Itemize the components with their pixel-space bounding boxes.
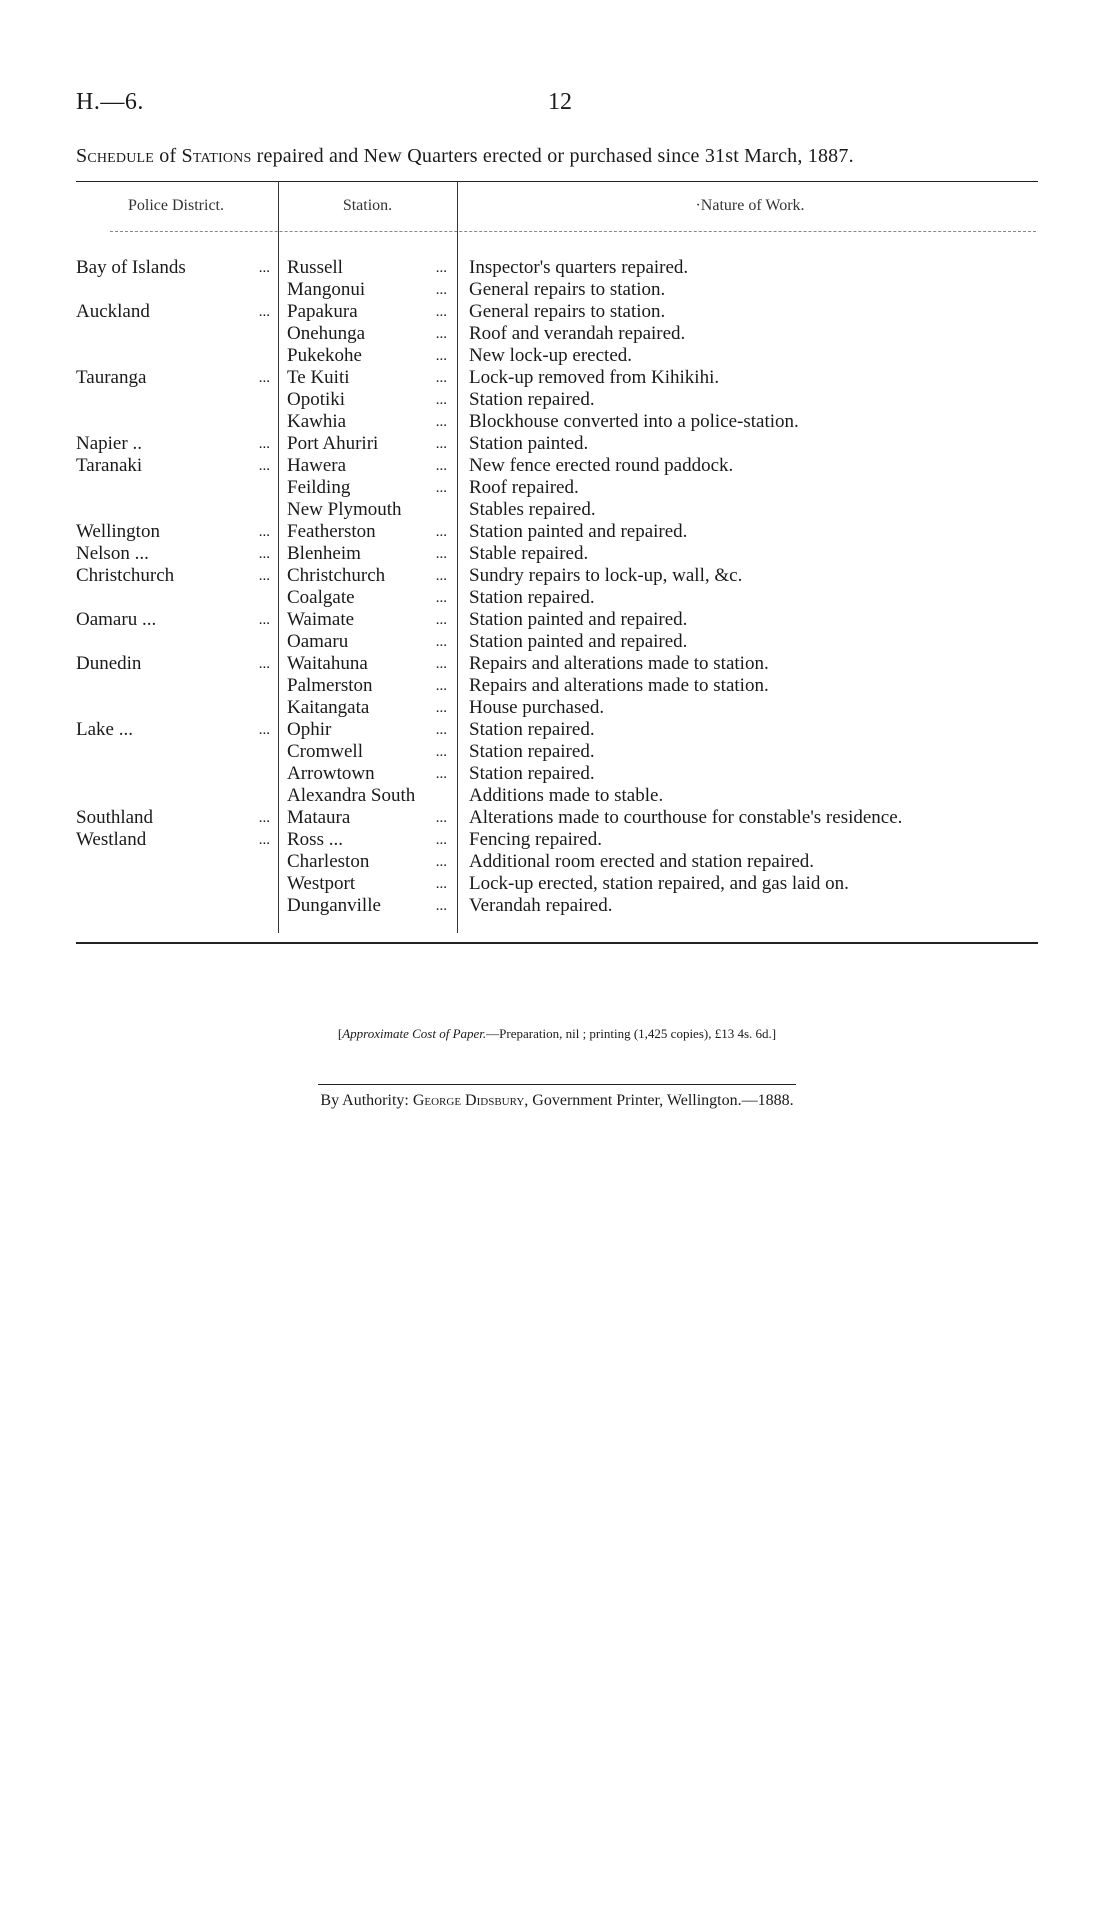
station-cell: Dunganville xyxy=(287,895,381,916)
cost-note-label: Approximate Cost of Paper. xyxy=(342,1026,487,1041)
cost-note: [Approximate Cost of Paper.—Preparation, nil ; printing (1,425 copies), £13 4s. 6d.] xyxy=(337,1026,777,1041)
schedule-title xyxy=(76,145,1046,168)
table-row xyxy=(0,389,1114,411)
district-cell: Auckland xyxy=(76,301,150,322)
nature-cell: General repairs to station. xyxy=(469,301,666,322)
station-leader-dots: ... xyxy=(435,370,447,386)
table-row xyxy=(0,257,1114,279)
cost-note-text: —Preparation, nil ; printing (1,425 copies), £13 4s. 6d. xyxy=(486,1026,772,1041)
nature-cell: Station repaired. xyxy=(469,719,595,740)
table-row xyxy=(0,521,1114,543)
station-leader-dots: ... xyxy=(435,590,447,606)
station-leader-dots: ... xyxy=(435,260,447,276)
station-leader-dots: ... xyxy=(435,810,447,826)
district-leader-dots: ... xyxy=(258,568,270,584)
district-cell: Tauranga xyxy=(76,367,147,388)
table-row xyxy=(0,609,1114,631)
district-leader-dots: ... xyxy=(258,612,270,628)
station-leader-dots: ... xyxy=(435,524,447,540)
header-divider xyxy=(110,231,1036,232)
nature-cell: New lock-up erected. xyxy=(469,345,633,366)
station-cell: Charleston xyxy=(287,851,370,872)
station-leader-dots: ... xyxy=(435,568,447,584)
district-cell: Southland xyxy=(76,807,154,828)
page-number: 12 xyxy=(548,89,572,115)
district-cell: Bay of Islands xyxy=(76,257,186,278)
district-leader-dots: ... xyxy=(258,524,270,540)
district-leader-dots: ... xyxy=(258,546,270,562)
station-leader-dots: ... xyxy=(435,722,447,738)
station-cell: Kaitangata xyxy=(287,697,370,718)
table-row xyxy=(0,697,1114,719)
station-cell: Port Ahuriri xyxy=(287,433,379,454)
table-row xyxy=(0,895,1114,917)
station-leader-dots: ... xyxy=(435,700,447,716)
table-bottom-rule xyxy=(76,942,1038,944)
nature-cell: Station repaired. xyxy=(469,763,595,784)
table-row xyxy=(0,631,1114,653)
district-cell: Wellington xyxy=(76,521,160,542)
station-cell: Featherston xyxy=(287,521,376,542)
station-cell: Alexandra South xyxy=(287,785,416,806)
table-row xyxy=(0,785,1114,807)
nature-cell: Additional room erected and station repaired. xyxy=(469,851,815,872)
station-cell: Te Kuiti xyxy=(287,367,350,388)
nature-cell: Additions made to stable. xyxy=(469,785,664,806)
nature-cell: Repairs and alterations made to station. xyxy=(469,675,769,696)
table-row xyxy=(0,345,1114,367)
column-header-district: Police District. xyxy=(128,197,224,214)
authority-prefix: By Authority: xyxy=(320,1092,409,1109)
station-cell: Russell xyxy=(287,257,343,278)
station-leader-dots: ... xyxy=(435,656,447,672)
table-row xyxy=(0,279,1114,301)
table-row xyxy=(0,763,1114,785)
table-row xyxy=(0,851,1114,873)
title-text-rest: repaired and New Quarters erected or purchased since 31st March, 1887. xyxy=(256,145,854,167)
station-cell: Oamaru xyxy=(287,631,349,652)
table-body xyxy=(0,257,1114,917)
station-cell: Coalgate xyxy=(287,587,355,608)
district-cell: Westland xyxy=(76,829,147,850)
station-leader-dots: ... xyxy=(435,348,447,364)
district-leader-dots: ... xyxy=(258,656,270,672)
district-cell: Oamaru ... xyxy=(76,609,157,630)
table-row xyxy=(0,499,1114,521)
table-row xyxy=(0,873,1114,895)
district-cell: Taranaki xyxy=(76,455,143,476)
authority-rule xyxy=(318,1084,796,1085)
station-leader-dots: ... xyxy=(435,766,447,782)
district-leader-dots: ... xyxy=(258,722,270,738)
district-leader-dots: ... xyxy=(258,458,270,474)
district-leader-dots: ... xyxy=(258,810,270,826)
district-leader-dots: ... xyxy=(258,832,270,848)
table-row xyxy=(0,543,1114,565)
station-leader-dots: ... xyxy=(435,282,447,298)
nature-cell: Fencing repaired. xyxy=(469,829,602,850)
district-cell: Christchurch xyxy=(76,565,175,586)
nature-cell: Station repaired. xyxy=(469,587,595,608)
title-text-of: of xyxy=(159,145,177,167)
station-cell: Mataura xyxy=(287,807,351,828)
table-row xyxy=(0,301,1114,323)
nature-cell: Station painted and repaired. xyxy=(469,631,688,652)
station-leader-dots: ... xyxy=(435,744,447,760)
nature-cell: Roof and verandah repaired. xyxy=(469,323,686,344)
printer-authority xyxy=(0,1092,1114,1110)
station-leader-dots: ... xyxy=(435,414,447,430)
nature-cell: Sundry repairs to lock-up, wall, &c. xyxy=(469,565,743,586)
station-leader-dots: ... xyxy=(435,854,447,870)
district-leader-dots: ... xyxy=(258,304,270,320)
authority-name: George Didsbury xyxy=(412,1092,525,1109)
table-row xyxy=(0,411,1114,433)
nature-cell: House purchased. xyxy=(469,697,605,718)
table-top-rule xyxy=(76,181,1038,182)
nature-cell: General repairs to station. xyxy=(469,279,666,300)
station-cell: Opotiki xyxy=(287,389,346,410)
table-row xyxy=(0,807,1114,829)
station-cell: Mangonui xyxy=(287,279,366,300)
nature-cell: Lock-up removed from Kihikihi. xyxy=(469,367,720,388)
district-cell: Nelson ... xyxy=(76,543,149,564)
nature-cell: Inspector's quarters repaired. xyxy=(469,257,689,278)
station-cell: Cromwell xyxy=(287,741,363,762)
title-word-stations: Stations xyxy=(181,145,252,167)
station-cell: Onehunga xyxy=(287,323,366,344)
table-row xyxy=(0,719,1114,741)
nature-cell: New fence erected round paddock. xyxy=(469,455,734,476)
station-cell: Papakura xyxy=(287,301,358,322)
authority-suffix: , Government Printer, Wellington.—1888. xyxy=(524,1092,794,1109)
district-cell: Dunedin xyxy=(76,653,142,674)
district-leader-dots: ... xyxy=(258,436,270,452)
station-cell: Palmerston xyxy=(287,675,373,696)
column-header-nature: ·Nature of Work. xyxy=(695,197,805,214)
nature-cell: Repairs and alterations made to station. xyxy=(469,653,769,674)
table-row xyxy=(0,829,1114,851)
table-row xyxy=(0,455,1114,477)
table-row xyxy=(0,433,1114,455)
nature-cell: Stable repaired. xyxy=(469,543,589,564)
district-leader-dots: ... xyxy=(258,370,270,386)
column-header-station: Station. xyxy=(342,197,393,214)
nature-cell: Station repaired. xyxy=(469,741,595,762)
district-leader-dots: ... xyxy=(258,260,270,276)
station-cell: Hawera xyxy=(287,455,347,476)
nature-cell: Station painted. xyxy=(469,433,589,454)
nature-cell: Alterations made to courthouse for constable's residence. xyxy=(469,807,903,828)
station-leader-dots: ... xyxy=(435,326,447,342)
table-row xyxy=(0,367,1114,389)
nature-cell: Lock-up erected, station repaired, and gas laid on. xyxy=(469,873,849,894)
station-leader-dots: ... xyxy=(435,392,447,408)
table-row xyxy=(0,741,1114,763)
nature-cell: Verandah repaired. xyxy=(469,895,613,916)
table-row xyxy=(0,565,1114,587)
station-leader-dots: ... xyxy=(435,832,447,848)
district-cell: Lake ... xyxy=(76,719,133,740)
station-cell: Kawhia xyxy=(287,411,347,432)
table-row xyxy=(0,675,1114,697)
district-cell: Napier .. xyxy=(76,433,142,454)
station-leader-dots: ... xyxy=(435,678,447,694)
title-word-schedule: Schedule xyxy=(76,145,155,167)
nature-cell: Station repaired. xyxy=(469,389,595,410)
station-leader-dots: ... xyxy=(435,634,447,650)
nature-cell: Roof repaired. xyxy=(469,477,579,498)
station-leader-dots: ... xyxy=(435,546,447,562)
station-leader-dots: ... xyxy=(435,458,447,474)
page-reference: H.—6. xyxy=(76,89,144,115)
station-leader-dots: ... xyxy=(435,480,447,496)
station-cell: Feilding xyxy=(287,477,351,498)
station-cell: Ophir xyxy=(287,719,332,740)
station-leader-dots: ... xyxy=(435,304,447,320)
station-cell: Blenheim xyxy=(287,543,361,564)
station-cell: Pukekohe xyxy=(287,345,362,366)
station-leader-dots: ... xyxy=(435,436,447,452)
station-cell: Westport xyxy=(287,873,356,894)
station-cell: New Plymouth xyxy=(287,499,402,520)
station-cell: Christchurch xyxy=(287,565,386,586)
station-leader-dots: ... xyxy=(435,898,447,914)
station-cell: Arrowtown xyxy=(287,763,375,784)
nature-cell: Station painted and repaired. xyxy=(469,521,688,542)
station-cell: Ross ... xyxy=(287,829,343,850)
table-row xyxy=(0,477,1114,499)
station-cell: Waitahuna xyxy=(287,653,368,674)
table-row xyxy=(0,653,1114,675)
station-leader-dots: ... xyxy=(435,876,447,892)
table-row xyxy=(0,587,1114,609)
nature-cell: Station painted and repaired. xyxy=(469,609,688,630)
station-cell: Waimate xyxy=(287,609,355,630)
table-row xyxy=(0,323,1114,345)
nature-cell: Stables repaired. xyxy=(469,499,596,520)
nature-cell: Blockhouse converted into a police-station. xyxy=(469,411,799,432)
station-leader-dots: ... xyxy=(435,612,447,628)
